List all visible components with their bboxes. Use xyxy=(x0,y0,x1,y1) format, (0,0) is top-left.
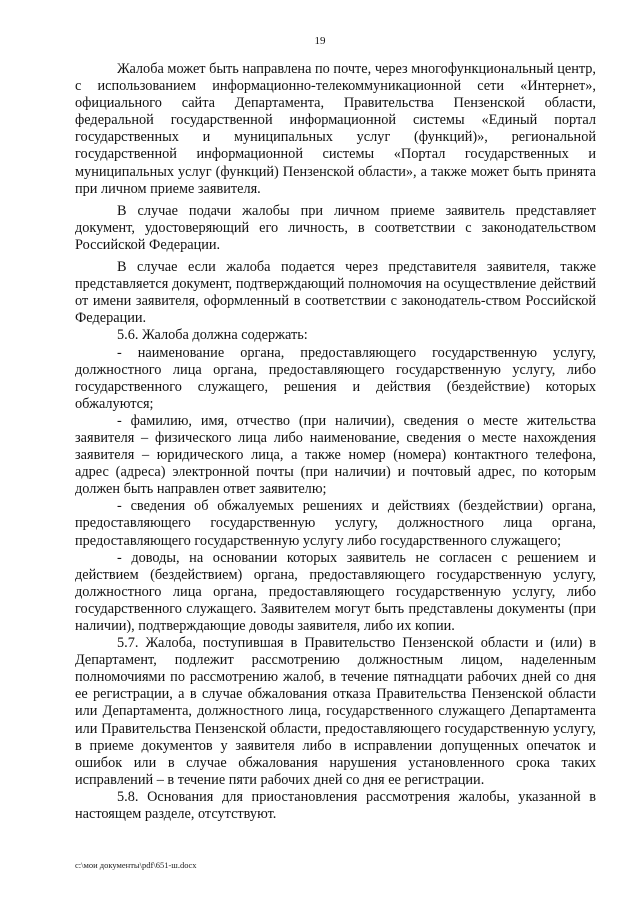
paragraph: В случае если жалоба подается через представителя заявителя, также представляется документ, подтверждающий полномочия на осуществление действий от имени заявителя, оформленный в соответствии с законодатель-ством Российской Федерации. xyxy=(75,259,596,327)
section-heading: 5.6. Жалоба должна содержать: xyxy=(117,327,308,344)
list-item: - фамилию, имя, отчество (при наличии), сведения о месте жительства заявителя – физического лица либо наименование, сведения о месте нахождения заявителя – юридического лица, а также номер (номера) контактного телефона, адрес (адреса) электронной почты (при наличии) и почтовый адрес, по которым должен быть направлен ответ заявителю; xyxy=(75,412,596,498)
page-number: 19 xyxy=(314,35,326,47)
list-item: - доводы, на основании которых заявитель не согласен с решением и действием (бездействием) органа, предоставляющего государственную услугу, должностного лица органа, предоставляющего государственную услугу, либо государственного служащего. Заявителем могут быть представлены документы (при наличии), подтверждающие доводы заявителя, либо их копии. xyxy=(75,549,596,634)
list-item: - сведения об обжалуемых решениях и действиях (бездействии) органа, предоставляющего государственную услугу, должностного лица органа, предоставляющего государственную услугу либо государственного служащего; xyxy=(75,498,596,549)
paragraph: 5.8. Основания для приостановления рассмотрения жалобы, указанной в настоящем разделе, отсутствуют. xyxy=(75,788,596,823)
list-item: - наименование органа, предоставляющего государственную услугу, должностного лица органа, предоставляющего государственную услугу, либо государственного служащего, решения и действия (бездействие) которых обжалуются; xyxy=(75,344,596,412)
paragraph: Жалоба может быть направлена по почте, через многофункциональный центр, с использованием информационно-телекоммуникационной сети «Интернет», официального сайта Департамента, Правительства Пензенской области, федеральной государственной информационной системы «Единый портал государственных и муниципальных услуг (функций)», региональной государственной информационной системы «Портал государственных и муниципальных услуг (функций) Пензенской области», а также может быть принята при личном приеме заявителя. xyxy=(75,61,596,197)
paragraph: 5.7. Жалоба, поступившая в Правительство Пензенской области и (или) в Департамент, подлежит рассмотрению должностным лицом, наделенным полномочиями по рассмотрению жалоб, в течение пятнадцати рабочих дней со дня ее регистрации, а в случае обжалования отказа Правительства Пензенской области или Департамента, должностного лица, государственного служащего Департамента или Правительства Пензенской области, предоставляющего государственную услугу, в приеме документов у заявителя либо в исправлении допущенных опечаток и ошибок или в случае обжалования нарушения установленного срока таких исправлений – в течение пяти рабочих дней со дня ее регистрации. xyxy=(75,635,596,788)
paragraph: В случае подачи жалобы при личном приеме заявитель представляет документ, удостоверяющий его личность, в соответствии с законодательством Российской Федерации. xyxy=(75,202,596,253)
file-path-footer: c:\мои документы\pdf\651-ш.docx xyxy=(75,860,197,870)
document-body xyxy=(75,61,596,823)
